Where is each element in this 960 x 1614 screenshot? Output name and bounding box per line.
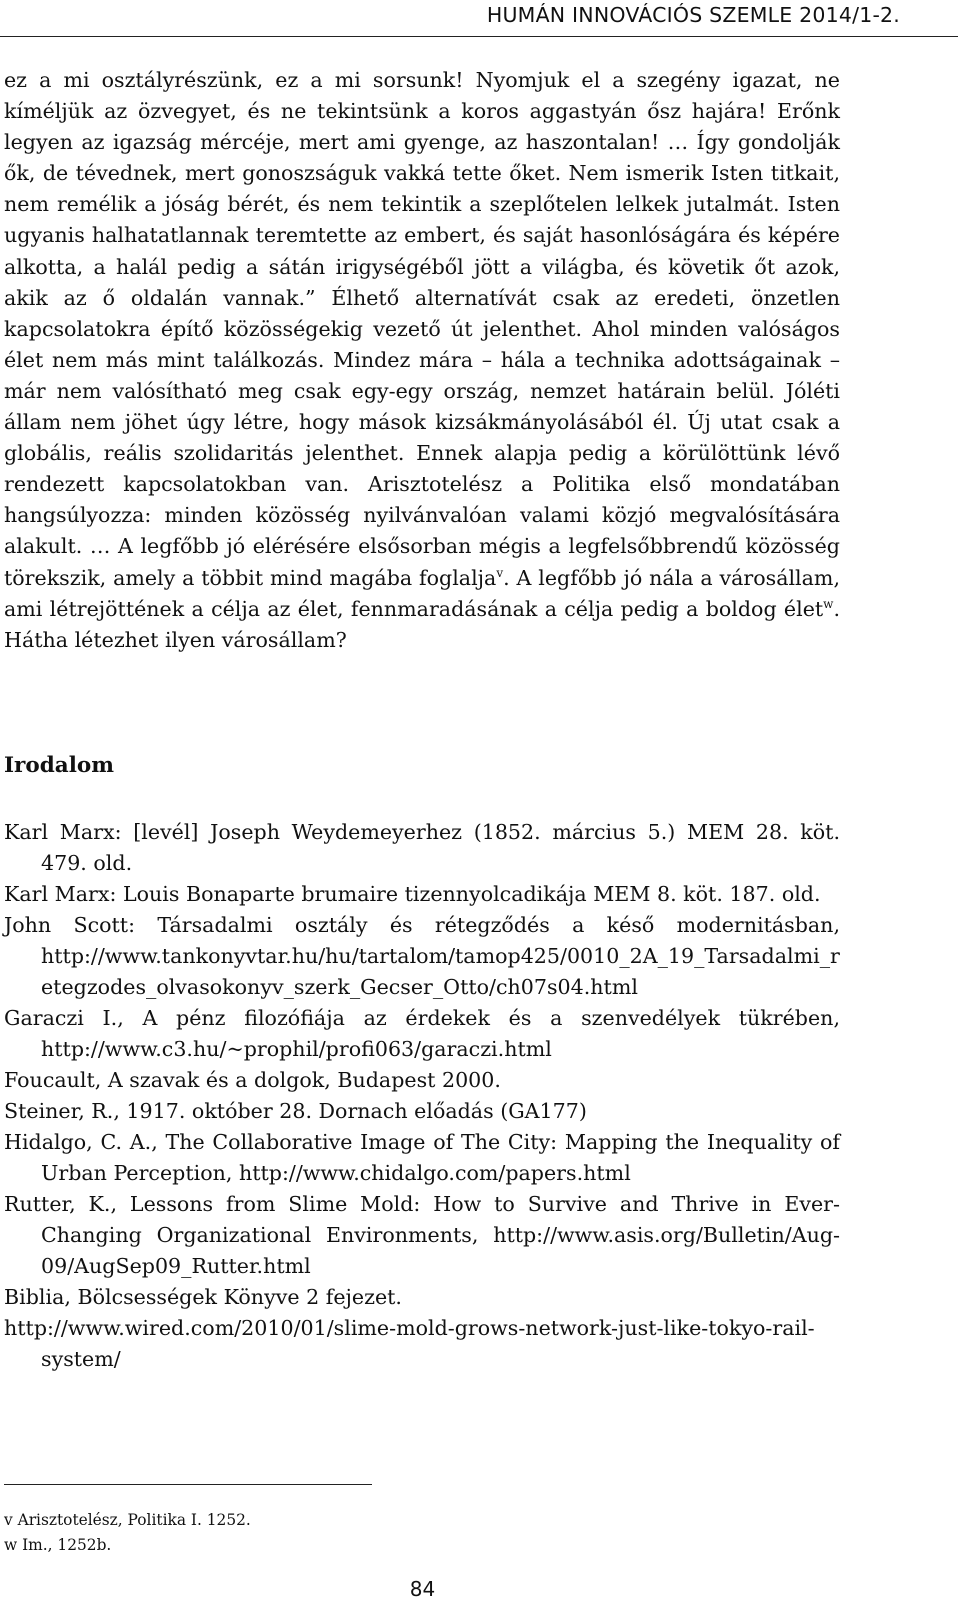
footnote-w: w Im., 1252b.: [4, 1536, 112, 1554]
body-text: [4, 65, 840, 656]
reference-item: John Scott: Társadalmi osztály és rétegződés a késő modernitásban, http://www.tankonyvtar.hu/hu/tartalom/tamop425/0010_2A_19_Tarsadalmi_retegzodes_olvasokonyv_szerk_Gecser_Otto/ch07s04.html: [4, 913, 840, 999]
body-text-part-3: . Hátha létezhet ilyen városállam?: [4, 596, 840, 652]
references-list: [4, 817, 840, 1375]
header-rule: [0, 36, 958, 37]
reference-item: http://www.wired.com/2010/01/slime-mold-grows-network-just-like-tokyo-rail-system/: [4, 1316, 815, 1371]
reference-item: Karl Marx: Louis Bonaparte brumaire tizennyolcadikája MEM 8. köt. 187. old.: [4, 882, 821, 906]
running-header: HUMÁN INNOVÁCIÓS SZEMLE 2014/1-2.: [486, 3, 900, 27]
footnote-v: v Arisztotelész, Politika I. 1252.: [4, 1511, 251, 1529]
reference-item: Biblia, Bölcsességek Könyve 2 fejezet.: [4, 1285, 402, 1309]
footnote-ref-w[interactable]: w: [823, 596, 834, 611]
reference-item: Rutter, K., Lessons from Slime Mold: How to Survive and Thrive in Ever-Changing Organizational Environments, http://www.asis.org/Bulletin/Aug-09/AugSep09_Rutter.html: [4, 1192, 840, 1278]
footnote-ref-v[interactable]: v: [496, 565, 504, 580]
references-title: Irodalom: [4, 753, 114, 778]
body-text-part-2: . A legfőbb jó nála a városállam, ami létrejöttének a célja az élet, fennmaradásának a célja pedig a boldog élet: [4, 565, 840, 621]
reference-item: Karl Marx: [levél] Joseph Weydemeyerhez (1852. március 5.) MEM 28. köt. 479. old.: [4, 820, 840, 875]
reference-item: Steiner, R., 1917. október 28. Dornach előadás (GA177): [4, 1099, 587, 1123]
reference-item: Foucault, A szavak és a dolgok, Budapest 2000.: [4, 1068, 501, 1092]
reference-item: Hidalgo, C. A., The Collaborative Image of The City: Mapping the Inequality of Urban Perception, http://www.chidalgo.com/papers.html: [4, 1130, 840, 1185]
body-text-part-1: ez a mi osztályrészünk, ez a mi sorsunk! Nyomjuk el a szegény igazat, ne kíméljük az özvegyet, és ne tekintsünk a koros aggastyán ősz hajára! Erőnk legyen az igazság mércéje, mert ami gyenge, az haszontalan! … Így gondolják ők, de tévednek, mert gonoszságuk vakká tette őket. Nem ismerik Isten titkait, nem remélik a jóság bérét, és nem tekintik a szeplőtelen lelkek jutalmát. Isten ugyanis halhatatlannak teremtette az embert, és saját hasonlóságára és képére alkotta, a halál pedig a sátán irigységéből jött a világba, és követik őt azok, akik az ő oldalán vannak.” Élhető alternatívát csak az eredeti, önzetlen kapcsolatokra építő közösségekig vezető út jelenthet. Ahol minden valóságos élet nem más mint találkozás. Mindez mára – hála a technika adottságainak – már nem valósítható meg csak egy-egy ország, nemzet határain belül. Jóléti állam nem jöhet úgy létre, hogy mások kizsákmányolásából él. Új utat csak a globális, reális szolidaritás jelenthet. Ennek alapja pedig a körülöttünk lévő rendezett kapcsolatokban van. Arisztotelész a Politika első mondatában hangsúlyozza: minden közösség nyilvánvalóan valami közjó megvalósítására alakult. … A legfőbb jó elérésére elsősorban mégis a legfelsőbbrendű közösség törekszik, amely a többit mind magába foglalja: [4, 68, 840, 590]
footnote-rule: [4, 1484, 372, 1485]
body-paragraph: [4, 65, 840, 656]
footnotes: [4, 1508, 251, 1558]
reference-item: Garaczi I., A pénz filozófiája az érdekek és a szenvedélyek tükrében, http://www.c3.hu/~prophil/profi063/garaczi.html: [4, 1006, 840, 1061]
page-number: 84: [409, 1577, 436, 1601]
